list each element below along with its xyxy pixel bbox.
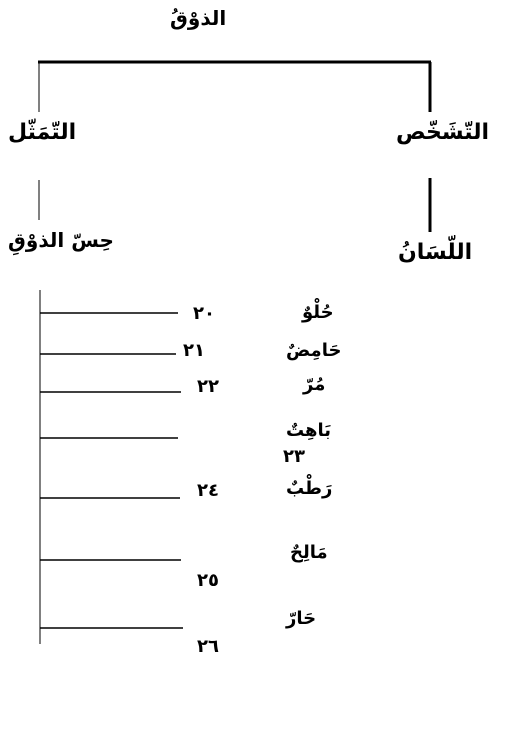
item-number: ٢٥ xyxy=(197,570,219,591)
root-node-label: الذوْقُ xyxy=(170,6,227,30)
taste-word: مَالِحٌ xyxy=(290,542,328,563)
item-number: ٢١ xyxy=(183,340,205,361)
right-branch-sub-label: اللّسَانُ xyxy=(398,240,473,265)
item-number: ٢٤ xyxy=(197,480,219,501)
right-branch-label: التّشَخّص xyxy=(396,120,490,145)
item-number: ٢٦ xyxy=(197,636,219,657)
taste-word: حَامِضٌ xyxy=(286,340,342,361)
taste-word: حَارّ xyxy=(286,608,317,629)
item-number: ٢٠ xyxy=(193,303,215,324)
left-branch-sub-label: حِسّ الذوْقِ xyxy=(8,228,114,252)
taste-word: رَطْبٌ xyxy=(286,478,333,499)
taste-word: بَاهِتٌ xyxy=(286,420,332,441)
item-number: ٢٢ xyxy=(197,376,219,397)
taste-word: مُرّ xyxy=(303,374,326,395)
left-branch-label: التّمَثّل xyxy=(8,120,77,145)
taste-word: حُلْوٌ xyxy=(302,302,334,323)
item-number: ٢٣ xyxy=(283,446,305,467)
